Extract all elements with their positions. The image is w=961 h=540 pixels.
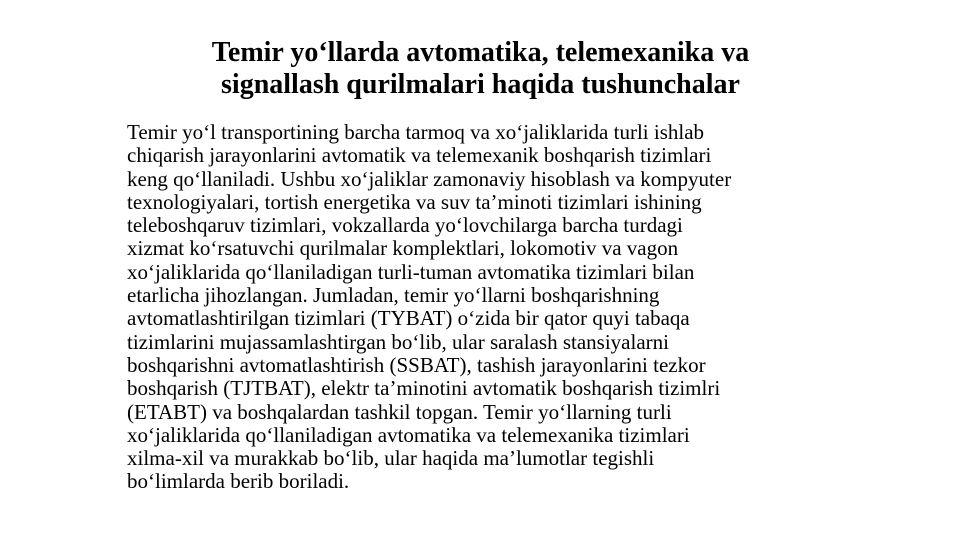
- title-line: signallash qurilmalari haqida tushunchalar: [221, 69, 740, 100]
- body-line: xilma-xil va murakkab bo‘lib, ular haqida ma’lumotlar tegishli: [127, 446, 655, 471]
- body-line: texnologiyalari, tortish energetika va suv ta’minoti tizimlari ishining: [127, 189, 702, 214]
- body-line: chiqarish jarayonlarini avtomatik va telemexanik boshqarish tizimlari: [127, 143, 712, 168]
- body-line: etarlicha jihozlangan. Jumladan, temir yo‘llarni boshqarishning: [127, 283, 660, 308]
- body-line: bo‘limlarda berib boriladi.: [127, 469, 350, 494]
- body-line: (ETABT) va boshqalardan tashkil topgan. Temir yo‘llarning turli: [127, 399, 672, 424]
- body-line: keng qo‘llaniladi. Ushbu xo‘jaliklar zamonaviy hisoblash va kompyuter: [127, 166, 732, 191]
- body-line: xizmat ko‘rsatuvchi qurilmalar komplektlari, lokomotiv va vagon: [127, 236, 679, 261]
- body-line: tizimlarini mujassamlashtirgan bo‘lib, ular saralash stansiyalarni: [127, 329, 669, 354]
- body-line: xo‘jaliklarida qo‘llaniladigan turli-tuman avtomatika tizimlari bilan: [127, 259, 695, 284]
- body-paragraph: [127, 121, 847, 494]
- slide-title: [90, 37, 871, 101]
- body-line: boshqarish (TJTBAT), elektr ta’minotini avtomatik boshqarish tizimlri: [127, 376, 721, 401]
- body-line: teleboshqaruv tizimlari, vokzallarda yo‘lovchilarga barcha turdagi: [127, 213, 683, 238]
- body-line: boshqarishni avtomatlashtirish (SSBAT), tashish jarayonlarini tezkor: [127, 352, 706, 377]
- body-line: xo‘jaliklarida qo‘llaniladigan avtomatika va telemexanika tizimlari: [127, 422, 690, 447]
- title-line: Temir yo‘llarda avtomatika, telemexanika va: [211, 37, 750, 68]
- body-line: avtomatlashtirilgan tizimlari (TYBAT) o‘zida bir qator quyi tabaqa: [127, 306, 690, 331]
- body-line: Temir yo‘l transportining barcha tarmoq va xo‘jaliklarida turli ishlab: [127, 120, 705, 144]
